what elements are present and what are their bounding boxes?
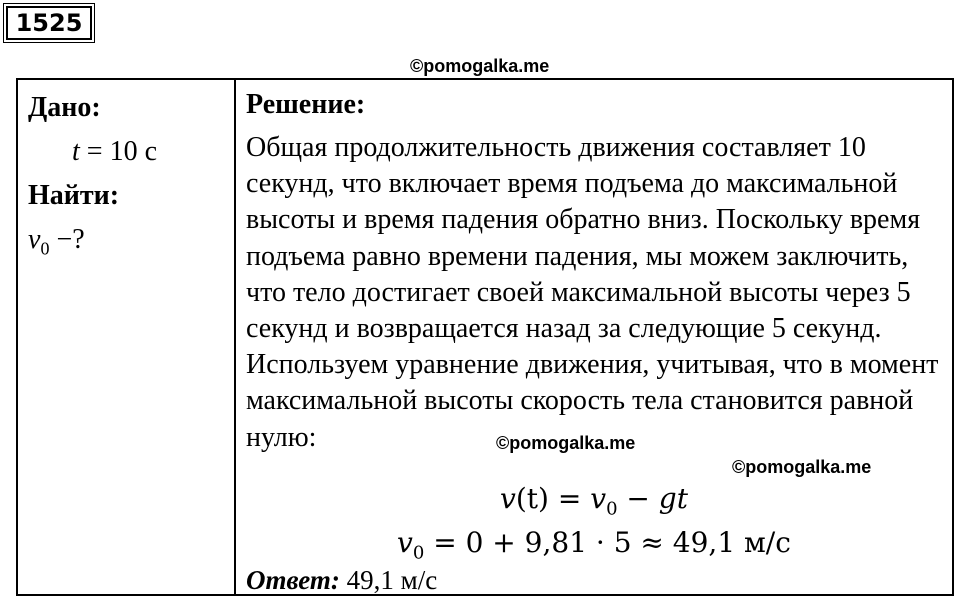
given-column [28, 86, 157, 271]
formula-velocity [18, 482, 952, 520]
answer-line [246, 564, 437, 596]
formula1-sub: 0 [606, 498, 618, 520]
formula2-rest: = 0 + 9,81 · 5 ≈ 49,1 м/с [424, 526, 791, 559]
watermark-right: ©pomogalka.me [732, 457, 872, 477]
time-value: = 10 с [79, 136, 157, 167]
formula2-v0: v [397, 526, 413, 559]
given-time [28, 130, 157, 174]
velocity-symbol: v [28, 224, 41, 255]
formula1-v: v [500, 482, 516, 515]
watermark-middle: ©pomogalka.me [496, 433, 636, 453]
solution-heading: Решение: [246, 89, 366, 120]
answer-value: 49,1 м/с [339, 565, 438, 595]
task-number: 1525 [6, 6, 92, 40]
solution-text: Общая продолжительность движения составляет 10 секунд, что включает время подъема до максимальной высоты и время падения обратно вниз. Поскольку время подъема равно времени падения, мы можем заключить, что тело достигает своей максимальной высоты через 5 секунд и возвращается назад за следующие 5 секунд. Используем уравнение движения, учитывая, что в момент максимальной высоты скорость тела становится равной нулю: [246, 132, 939, 453]
formula1-v0: v [590, 482, 607, 515]
given-heading: Дано: [28, 92, 101, 123]
answer-label: Ответ: [246, 565, 340, 595]
formula1-gt: gt [658, 482, 688, 515]
formula-result [18, 526, 952, 564]
formula1-eq: = [548, 482, 591, 515]
time-symbol: t [72, 136, 80, 167]
velocity-subscript: 0 [40, 238, 50, 259]
find-heading: Найти: [28, 180, 120, 211]
watermark-top: ©pomogalka.me [410, 56, 550, 76]
solution-table [16, 78, 954, 596]
formula2-sub: 0 [412, 542, 425, 564]
unknown-mark: −? [49, 224, 85, 255]
find-unknown [28, 218, 157, 271]
solution-column [246, 86, 944, 456]
formula1-arg: (t) [515, 482, 549, 515]
formula1-minus: − [617, 482, 659, 515]
